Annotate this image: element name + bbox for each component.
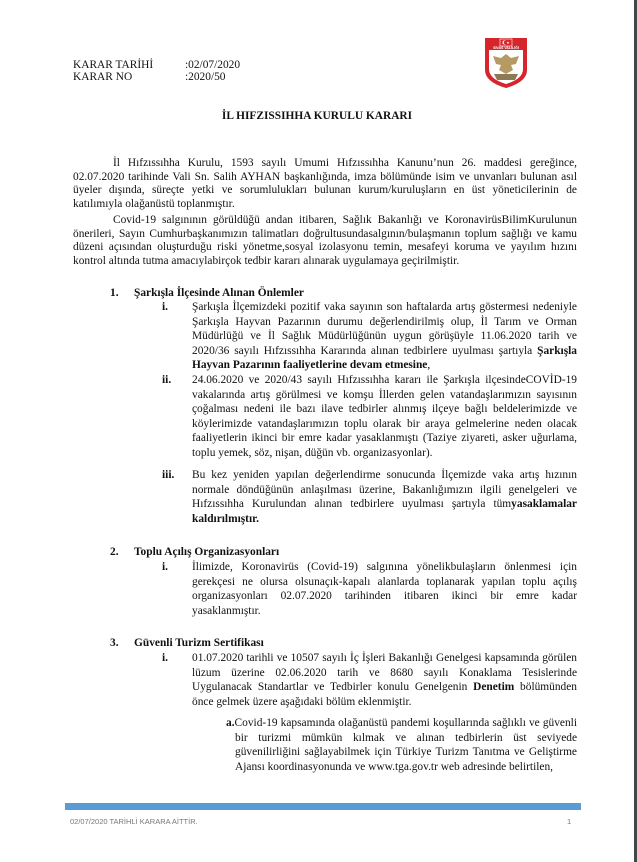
- section-1-item-i: [162, 300, 577, 373]
- document-title: İL HIFZISSIHHA KURULU KARARI: [221, 110, 413, 122]
- decision-number-value: :2020/50: [185, 71, 226, 83]
- subitem-body: Covid-19 kapsamında olağanüstü pandemi koşullarında sağlıklı ve güvenli bir turizmi mümkün kılmak ve alınan tedbirlerin üst seviyede güvenilirliğini sağlayabilmek için Türkiye Turizm Tanıtma ve Geliştirme Ajansı koordinasyonunda ve www.tga.gov.tr web adresinde belirtilen,: [234, 717, 577, 773]
- item-text: [192, 300, 577, 373]
- sivas-governorship-logo-icon: [482, 36, 530, 90]
- item-numeral: ii.: [162, 374, 172, 386]
- page-number: 1: [567, 817, 572, 826]
- decision-number-label: KARAR NO: [73, 71, 133, 83]
- item-text-bold: yasaklamalar kaldırılmıştır.: [192, 498, 577, 525]
- decision-date-row: [73, 59, 240, 71]
- section-1-heading: [110, 287, 304, 299]
- section-2-item-i: [162, 560, 577, 618]
- section-1-item-iii: [162, 468, 577, 526]
- decision-meta: [73, 59, 240, 83]
- section-1-item-ii: [162, 373, 577, 460]
- intro-paragraph-2: Covid-19 salgınının görüldüğü andan itibaren, Sağlık Bakanlığı ve KoronavirüsBilimKurulunun önerileri, Sayın Cumhurbaşkanımızın talimatları doğrultusundasalgının/bulaşmanın toplum sağlığı ve kamu düzeni açısından oluşturduğu riski yönetme,sosyal izolasyonu temin, mesafeyi koruma ve yayılım hızını kontrol altında tutma amacıylabirçok tedbir kararı alınarak uygulamaya geçirilmiştir.: [73, 214, 577, 268]
- decision-date-label: KARAR TARİHİ: [73, 59, 154, 71]
- section-title: Şarkışla İlçesinde Alınan Önlemler: [134, 287, 304, 299]
- footer-divider-bar: [65, 803, 581, 810]
- subitem-text: [226, 716, 577, 774]
- section-title: Toplu Açılış Organizasyonları: [134, 546, 280, 558]
- svg-text:SİVAS VALİLİĞİ: SİVAS VALİLİĞİ: [493, 46, 519, 50]
- decision-date-value: :02/07/2020: [185, 59, 241, 71]
- section-3-item-i: [162, 651, 577, 709]
- section-number: 2.: [110, 546, 119, 558]
- item-text-body: 01.07.2020 tarihli ve 10507 sayılı İç İşleri Bakanlığı Genelgesi kapsamında görülen lüzum üzerine 02.06.2020 tarih ve 8680 sayılı Konaklama Tesislerinde Uygulanacak Standartlar ve Tedbirler konulu Genelgenin: [192, 652, 577, 693]
- item-text-body: Şarkışla İlçemizdeki pozitif vaka sayının son haftalarda artış göstermesi nedeniyle Şarkışla Hayvan Pazarının durumu değerlendirilmiş olup, İl Tarım ve Orman Müdürlüğü ve İl Sağlık Müdürlüğünün uygun görüşüyle 11.06.2020 tarih ve 2020/36 sayılı Hıfzıssıhha Kararında alınan tedbirlere uyulması şartıyla: [192, 301, 577, 357]
- item-text-tail: bölümünden önce gelmek üzere aşağıdaki bölüm eklenmiştir.: [192, 681, 577, 708]
- section-3-subitem-a: [226, 716, 577, 774]
- footer-note: 02/07/2020 TARİHLİ KARARA AİTTİR.: [70, 817, 198, 826]
- section-title: Güvenli Turizm Sertifikası: [134, 637, 264, 649]
- section-3-heading: [110, 637, 264, 649]
- subitem-letter: a.: [226, 717, 235, 729]
- item-text-bold: Şarkışla Hayvan Pazarının faaliyetlerine devam etmesine: [192, 344, 577, 371]
- item-text: [192, 651, 577, 709]
- section-number: 1.: [110, 287, 119, 299]
- item-text-body: 24.06.2020 ve 2020/43 sayılı Hıfzıssıhha kararı ile Şarkışla ilçesindeCOVİD-19 vakalarında artış görülmesi ve komşu İllerden gelen vatandaşlarımızın sayısının çoğalması nedeni ile bazı ilave tedbirler alınmış ilçeye bağlı beldelerimizde ve köylerimizde vatandaşlarımızın toplu olarak bir araya gelmelerine neden olacak faaliyetlerin ikinci bir emre kadar yasaklanmıştı (Taziye ziyareti, asker uğurlama, toplu yemek, söz, nişan, düğün vb. organizasyonlar).: [192, 374, 577, 459]
- item-text-body: İlimizde, Koronavirüs (Covid-19) salgınına yönelikbulaşların önlenmesi için gerekçesi ne olursa olsunaçık-kapalı alanlarda toplanarak yapılan toplu açılış organizasyonları 02.07.2020 tarihinden itibaren ikinci bir emre kadar yasaklanmıştır.: [192, 561, 577, 617]
- item-numeral: i.: [162, 561, 169, 573]
- item-numeral: i.: [162, 652, 169, 664]
- item-text: [192, 560, 577, 618]
- item-text: [192, 468, 577, 526]
- section-number: 3.: [110, 637, 119, 649]
- item-text: [192, 373, 577, 460]
- item-numeral: iii.: [162, 469, 175, 481]
- item-text-body: Bu kez yeniden yapılan değerlendirme sonucunda İlçemizde vaka artış hızının normale döndüğünün anlaşılması üzerine, Bakanlığımızın ilgili genelgeleri ve Hıfzıssıhha Kurulundan alınan tedbirlere uyulması şartıyla tüm: [192, 469, 577, 510]
- item-text-bold: Denetim: [473, 681, 515, 693]
- intro-paragraph-1: İl Hıfzıssıhha Kurulu, 1593 sayılı Umumi Hıfzıssıhha Kanunu’nun 26. maddesi gereğince, 02.07.2020 tarihinde Vali Sn. Salih AYHAN başkanlığında, imza bölümünde isim ve unvanları bulunan asıl üyeler dışında, süreçte yetki ve sorumlulukları bulunan kurum/kuruluşların en üst yöneticilerinin de katılımıyla olağanüstü toplanmıştır.: [73, 157, 577, 211]
- section-2-heading: [110, 546, 279, 558]
- item-text-tail: ,: [427, 359, 431, 371]
- item-numeral: i.: [162, 301, 169, 313]
- decision-number-row: [73, 71, 240, 83]
